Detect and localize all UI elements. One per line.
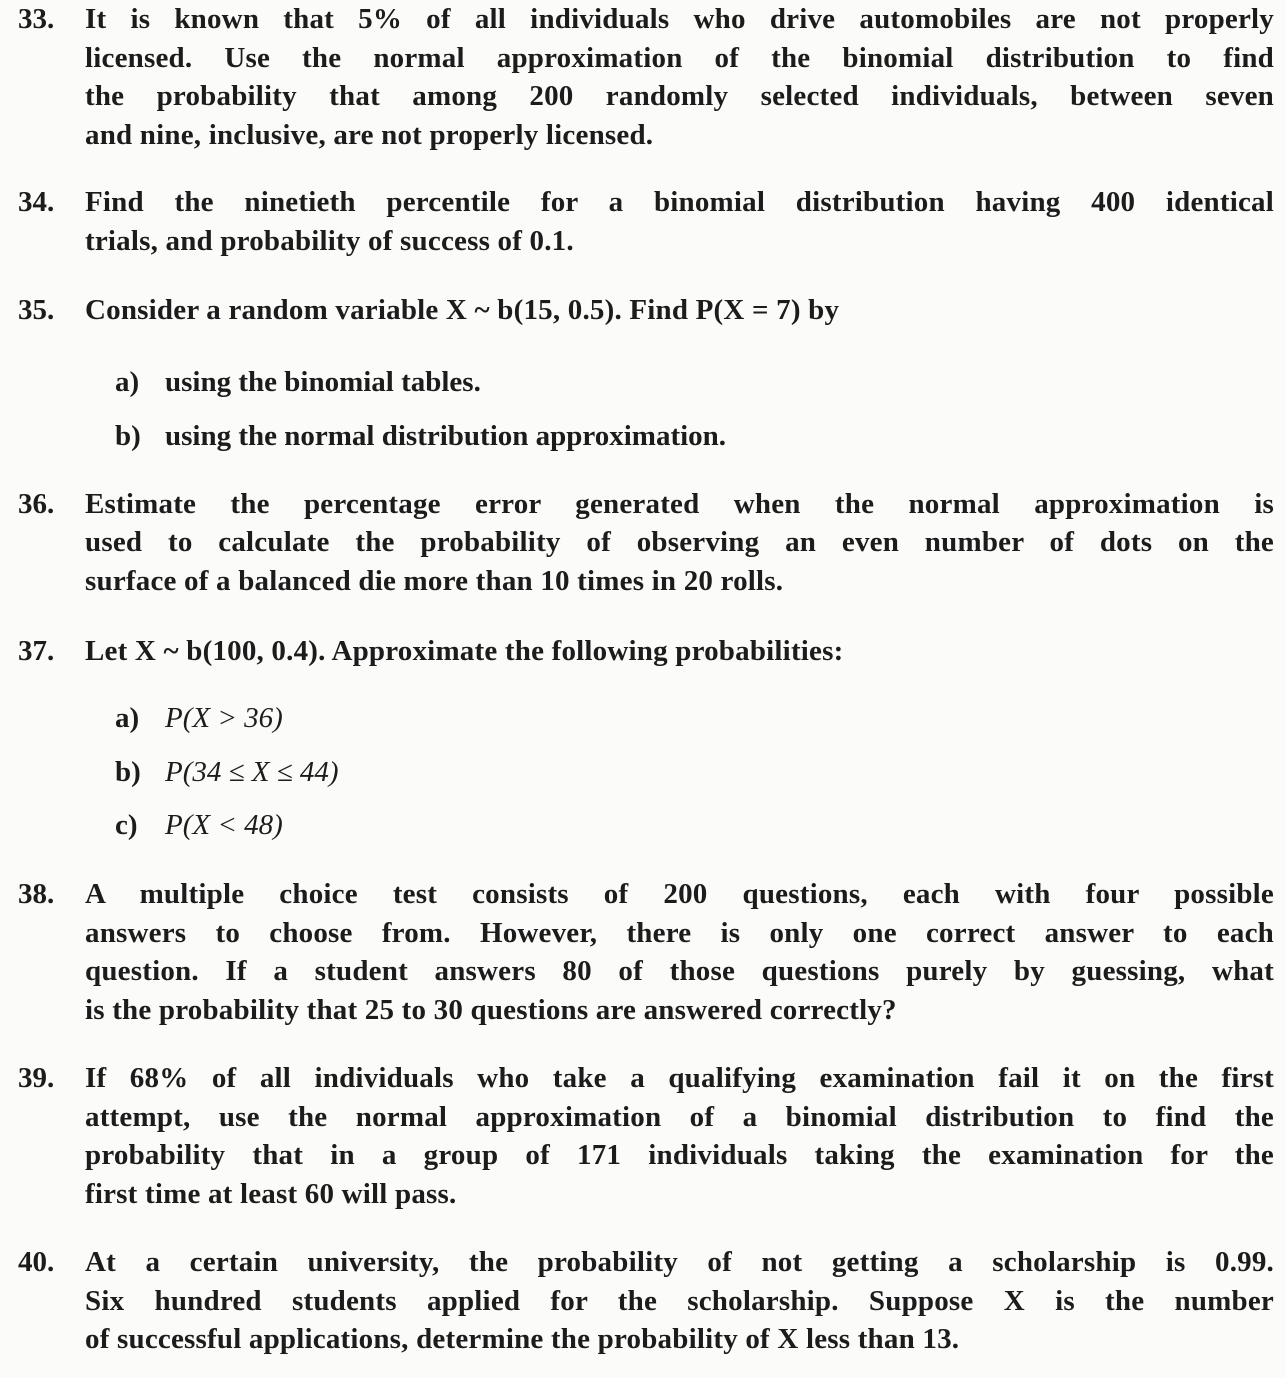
- problem-text-line: attempt, use the normal approximation of a binomial distribution to find the: [85, 1100, 1274, 1133]
- problem-text-line: At a certain university, the probability of not getting a scholarship is 0.99.: [85, 1246, 1274, 1278]
- problem-text-line: Find the ninetieth percentile for a binomial distribution having 400 identical: [85, 186, 1274, 218]
- problem-text-line: surface of a balanced die more than 10 times in 20 rolls.: [85, 564, 784, 597]
- problem-35: [18, 291, 1274, 456]
- problem-40: [18, 1243, 1274, 1359]
- problem-34: [18, 183, 1274, 260]
- problem-text-line: licensed. Use the normal approximation of the binomial distribution to find: [85, 41, 1274, 74]
- problem-text-line: Six hundred students applied for the scholarship. Suppose X is the number: [85, 1284, 1274, 1317]
- part-text: using the binomial tables.: [165, 365, 481, 398]
- problem-text-line: It is known that 5% of all individuals who drive automobiles are not properly: [85, 3, 1274, 35]
- problem-part-a: [115, 699, 1274, 738]
- part-text: P(34 ≤ X ≤ 44): [165, 756, 339, 788]
- problem-38: [18, 875, 1274, 1029]
- part-text: P(X > 36): [165, 701, 283, 734]
- problem-text-line: the probability that among 200 randomly selected individuals, between seven: [85, 80, 1274, 112]
- problem-text-line: question. If a student answers 80 of those questions purely by guessing, what: [85, 955, 1274, 987]
- problem-37: [18, 632, 1274, 844]
- problem-number: 36.: [18, 487, 55, 520]
- problem-text-line: and nine, inclusive, are not properly licensed.: [85, 118, 654, 151]
- problem-text-line: Estimate the percentage error generated when the normal approximation is: [85, 487, 1274, 520]
- problem-text-line: Consider a random variable X ~ b(15, 0.5). Find P(X = 7) by: [85, 294, 840, 326]
- part-label: b): [115, 420, 141, 452]
- part-label: a): [115, 365, 140, 398]
- part-label: a): [115, 701, 140, 734]
- problem-36: [18, 485, 1274, 601]
- part-label: b): [115, 756, 141, 788]
- problem-number: 33.: [18, 3, 55, 35]
- part-text: using the normal distribution approximation.: [165, 420, 727, 452]
- problem-part-c: [115, 806, 1274, 845]
- problem-number: 40.: [18, 1246, 55, 1278]
- problem-part-b: [115, 417, 1274, 456]
- problem-text-line: trials, and probability of success of 0.1.: [85, 224, 574, 257]
- problem-part-a: [115, 363, 1274, 402]
- problem-text-line: first time at least 60 will pass.: [85, 1177, 457, 1210]
- problem-text-line: used to calculate the probability of observing an even number of dots on the: [85, 526, 1274, 558]
- problem-number: 37.: [18, 635, 55, 667]
- problem-text-line: If 68% of all individuals who take a qualifying examination fail it on the first: [85, 1062, 1274, 1094]
- part-text: P(X < 48): [165, 808, 283, 841]
- problem-number: 34.: [18, 186, 55, 218]
- problem-39: [18, 1059, 1274, 1213]
- part-label: c): [115, 808, 138, 841]
- problem-text-line: of successful applications, determine the probability of X less than 13.: [85, 1323, 960, 1355]
- problem-text-line: is the probability that 25 to 30 questions are answered correctly?: [85, 993, 897, 1026]
- problem-number: 38.: [18, 878, 55, 910]
- problem-number: 39.: [18, 1062, 55, 1094]
- problem-part-b: [115, 753, 1274, 792]
- problem-text-line: Let X ~ b(100, 0.4). Approximate the following probabilities:: [85, 635, 844, 667]
- problem-text-line: A multiple choice test consists of 200 questions, each with four possible: [85, 878, 1274, 910]
- problem-text-line: probability that in a group of 171 individuals taking the examination for the: [85, 1139, 1274, 1171]
- problem-33: [18, 0, 1274, 154]
- problem-text-line: answers to choose from. However, there is only one correct answer to each: [85, 916, 1274, 949]
- problem-number: 35.: [18, 294, 55, 326]
